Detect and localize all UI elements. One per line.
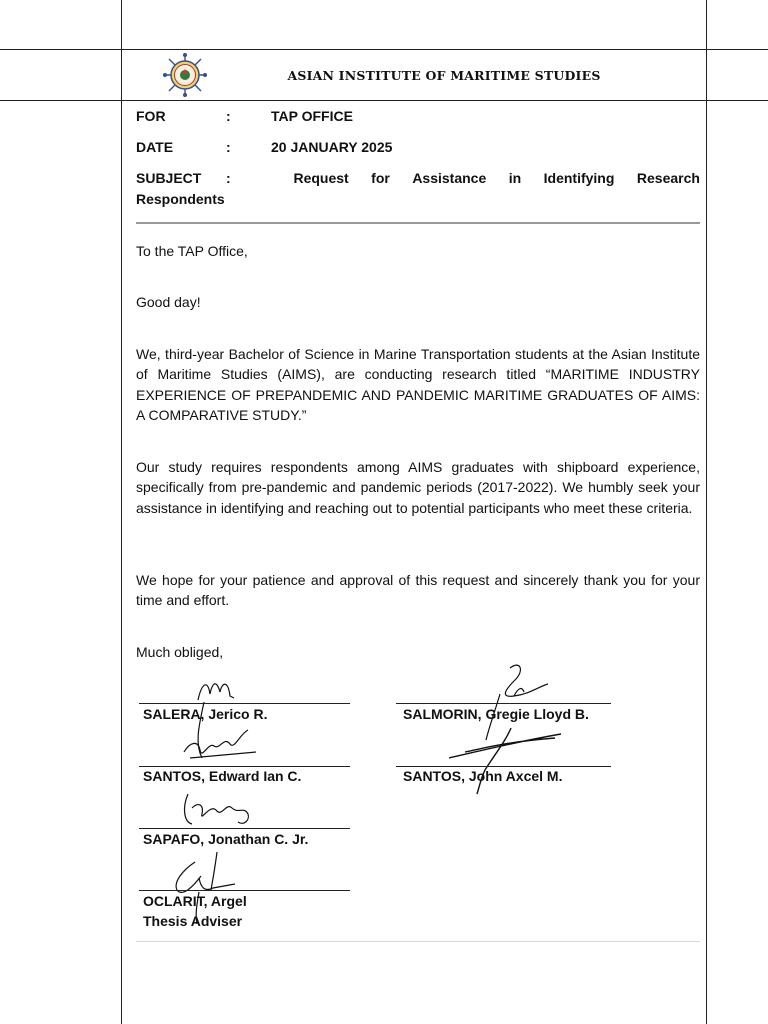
institution-title: ASIAN INSTITUTE OF MARITIME STUDIES [287, 68, 601, 83]
salutation: To the TAP Office, [136, 243, 248, 259]
colon: : [226, 170, 231, 186]
colon: : [226, 108, 231, 124]
signature-line [139, 890, 350, 891]
subject-word: in [508, 170, 522, 186]
date-label: DATE [136, 139, 174, 155]
closing: Much obliged, [136, 644, 224, 660]
paragraph-thanks: We hope for your patience and approval of this request and sincerely thank you for your time and effort. [136, 572, 700, 609]
letterhead [122, 50, 706, 100]
handwritten-signature [178, 722, 263, 772]
paragraph-request: Our study requires respondents among AIMS graduates with shipboard experience, specifically from pre-pandemic and pandemic periods (2017-2022). We humbly seek your assistance in identifying and reaching out to potential participants who meet these criteria. [136, 459, 700, 516]
right-margin-line [706, 0, 707, 1024]
signature-line [139, 828, 350, 829]
for-label: FOR [136, 108, 166, 124]
adviser-name: OCLARIT, Argel [143, 893, 247, 909]
signatory-name: SANTOS, Edward Ian C. [143, 768, 302, 784]
subject-word: Identifying [543, 170, 615, 186]
signatory-name: SALERA, Jerico R. [143, 706, 268, 722]
date-value: 20 JANUARY 2025 [271, 139, 393, 155]
for-value: TAP OFFICE [271, 108, 353, 124]
left-margin-line [121, 0, 122, 1024]
subject-label: SUBJECT [136, 170, 202, 186]
signature-line [396, 703, 611, 704]
subject-word: Assistance [412, 170, 487, 186]
signature-line [139, 766, 350, 767]
signatory-name: SALMORIN, Gregie Lloyd B. [403, 706, 589, 722]
greeting: Good day! [136, 294, 201, 310]
subject-word: Research [636, 170, 700, 186]
signature-line [396, 766, 611, 767]
colon: : [226, 139, 231, 155]
paragraph-research: We, third-year Bachelor of Science in Marine Transportation students at the Asian Institute of Maritime Studies (AIMS), are conducting research titled “MARITIME INDUSTRY EXPERIENCE OF PREPANDEMIC AND PANDEMIC MARITIME GRADUATES OF AIMS: A COMPARATIVE STUDY.” [136, 346, 700, 423]
signatory-name: SANTOS, John Axcel M. [403, 768, 563, 784]
handwritten-signature [445, 722, 565, 797]
memo-divider [136, 222, 700, 224]
signatory-name: SAPAFO, Jonathan C. Jr. [143, 831, 309, 847]
adviser-title: Thesis Adviser [143, 913, 243, 929]
subject-word: for [371, 170, 390, 186]
header-bottom-line [0, 100, 768, 101]
signature-line [139, 703, 350, 704]
subject-tail: Respondents [136, 191, 225, 207]
footer-divider [136, 941, 700, 942]
memo-subject [136, 168, 700, 210]
subject-word: Request [293, 170, 349, 186]
